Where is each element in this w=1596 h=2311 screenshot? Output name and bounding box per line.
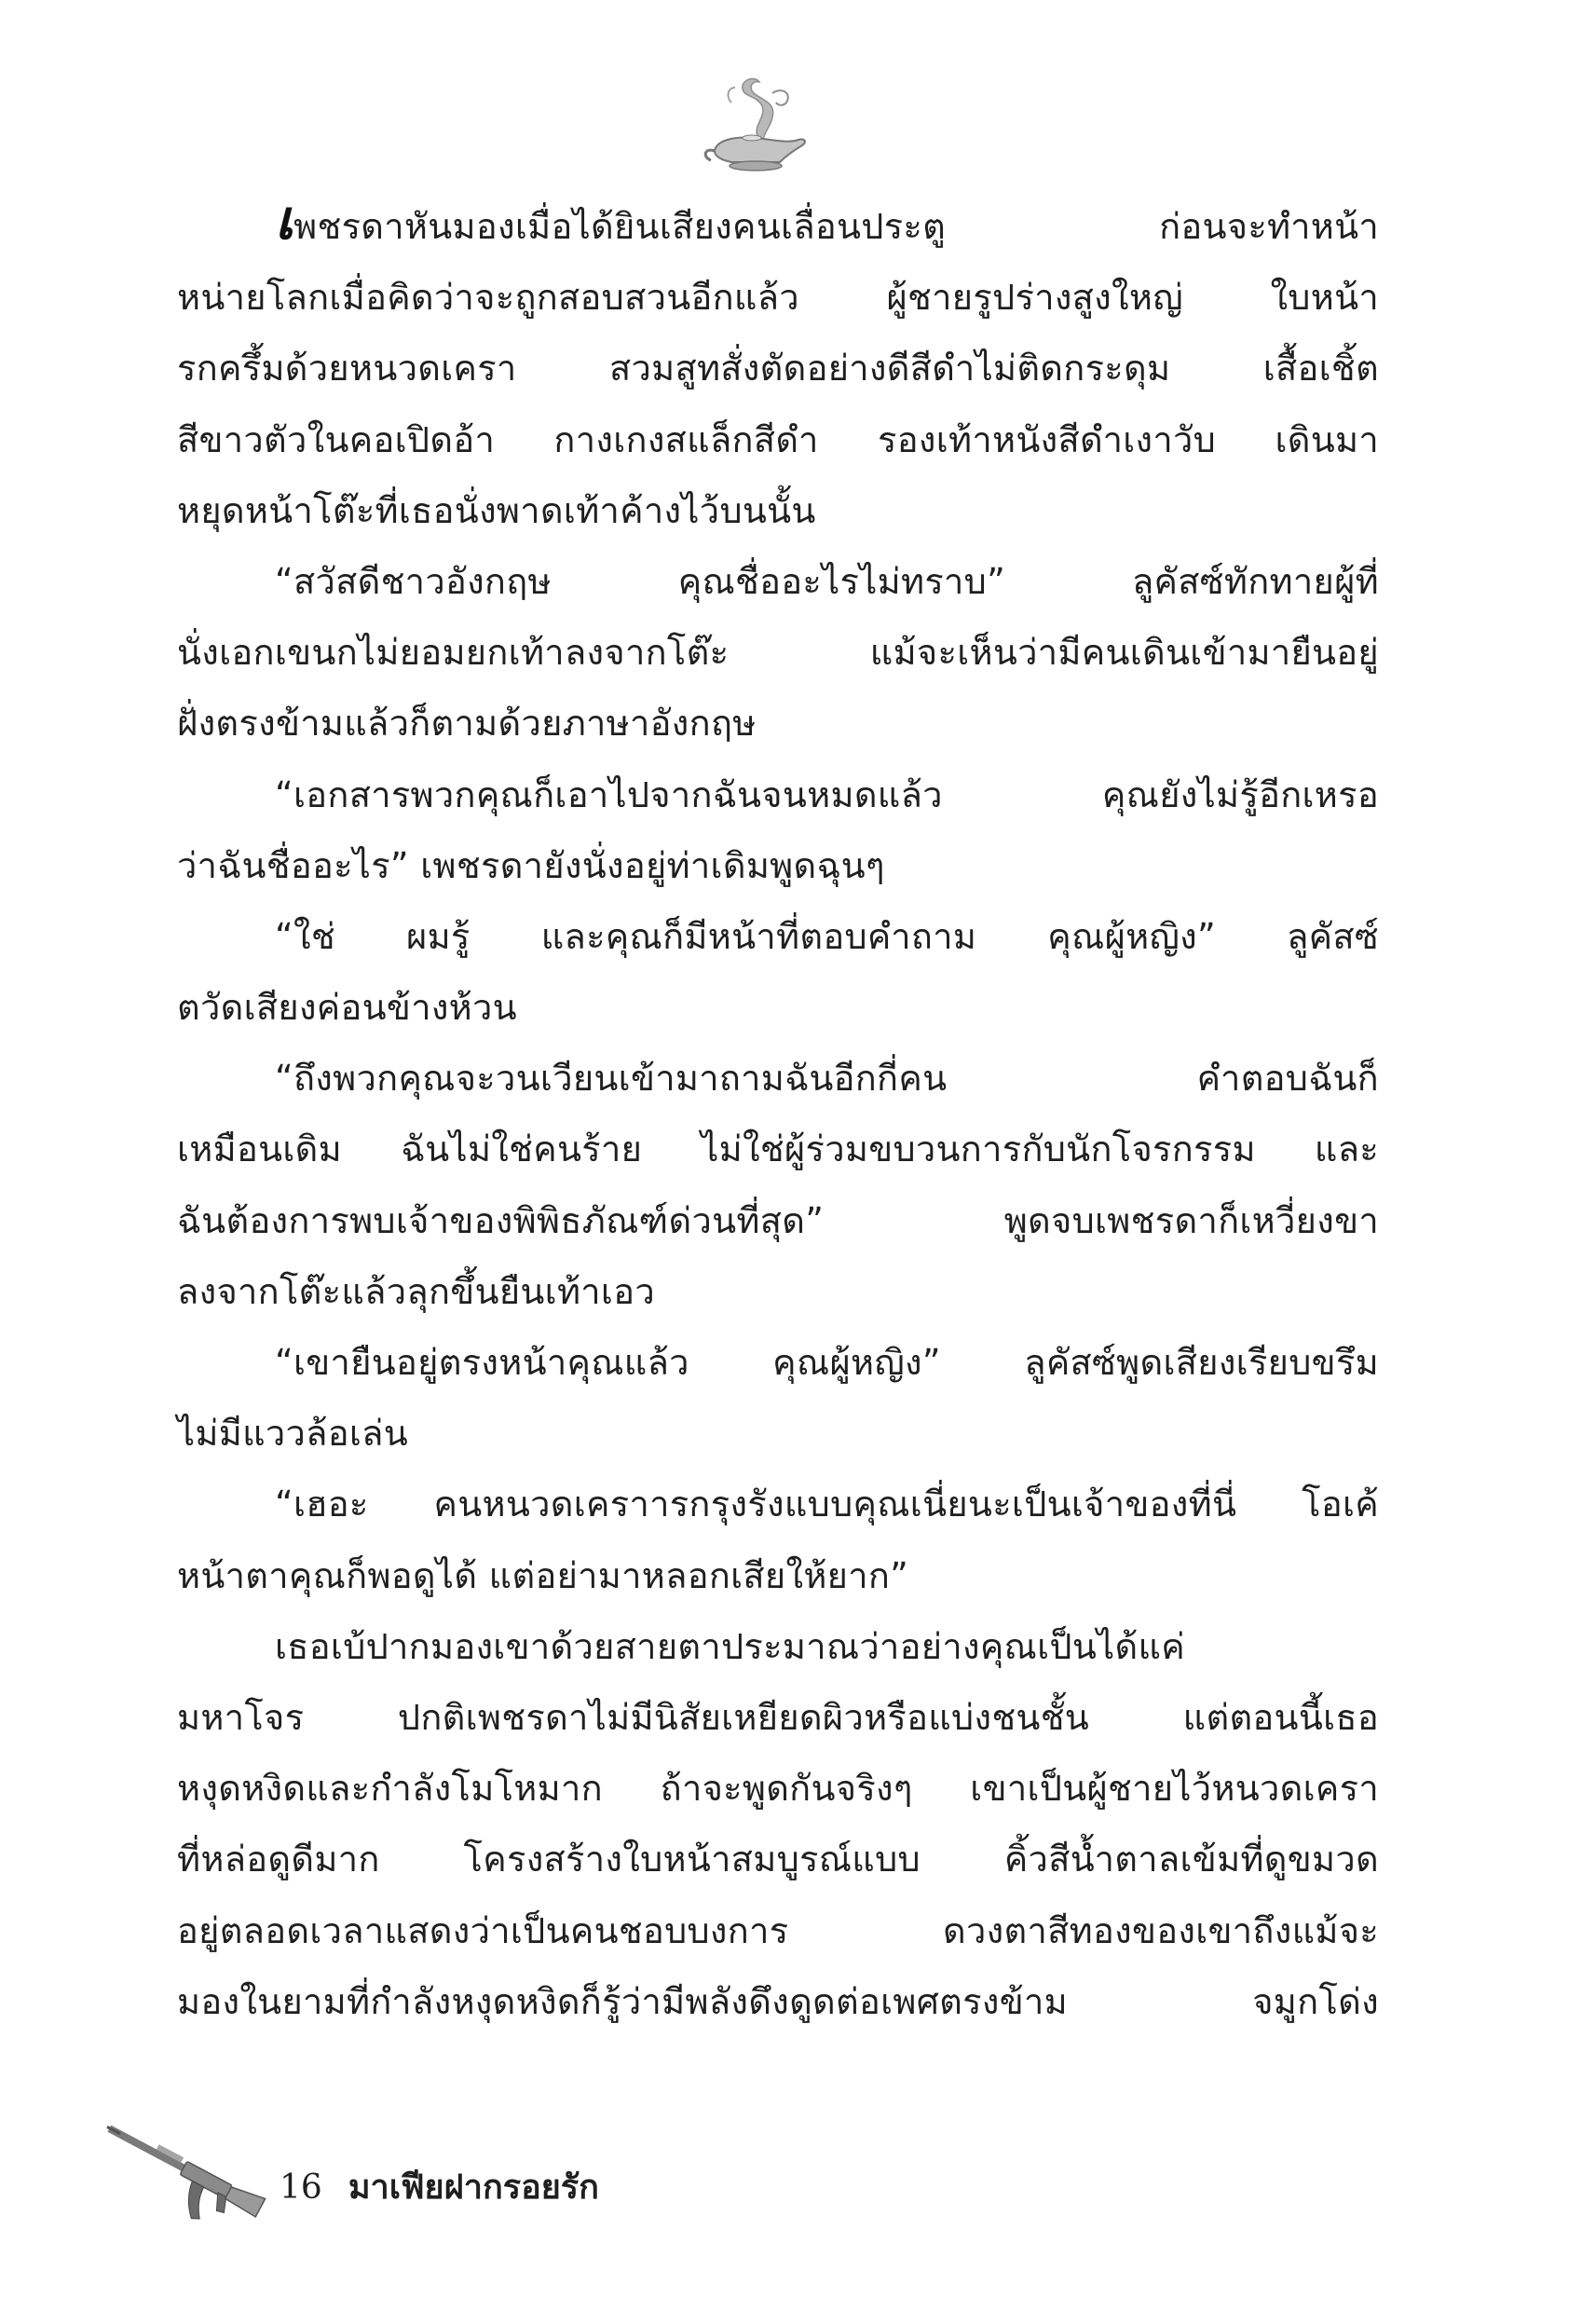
text-line-content: มหาโจร ปกติเพชรดาไม่มีนิสัยเหยียดผิวหรือแบ่งชนชั้น แต่ตอนนี้เธอ xyxy=(177,1696,1379,1738)
dropcap-letter: เ xyxy=(275,188,294,252)
text-line xyxy=(177,262,1379,333)
text-line xyxy=(177,404,1379,475)
body-text xyxy=(177,188,1379,2037)
page-footer xyxy=(280,2167,599,2209)
text-line xyxy=(177,1753,1379,1824)
text-line xyxy=(177,830,1379,901)
text-line-content: “สวัสดีชาวอังกฤษ คุณชื่ออะไรไม่ทราบ” ลูคัสซ์ทักทายผู้ที่ xyxy=(275,560,1379,602)
text-line xyxy=(177,972,1379,1043)
text-line-content: หยุดหน้าโต๊ะที่เธอนั่งพาดเท้าค้างไว้บนนั้น xyxy=(177,489,816,531)
text-line-content: หน่ายโลกเมื่อคิดว่าจะถูกสอบสวนอีกแล้ว ผู้ชายรูปร่างสูงใหญ่ ใบหน้า xyxy=(177,277,1379,319)
text-line-content: ลงจากโต๊ะแล้วลุกขึ้นยืนเท้าเอว xyxy=(177,1270,655,1312)
text-line-content: อยู่ตลอดเวลาแสดงว่าเป็นคนชอบบงการ ดวงตาสีทองของเขาถึงแม้จะ xyxy=(177,1909,1379,1951)
text-line xyxy=(177,1824,1379,1894)
text-line xyxy=(177,1114,1379,1184)
text-line xyxy=(177,901,1379,972)
text-line xyxy=(177,188,1379,262)
page-number: 16 xyxy=(280,2168,322,2207)
text-line-content: “เอกสารพวกคุณก็เอาไปจากฉันจนหมดแล้ว คุณยังไม่รู้อีกเหรอ xyxy=(275,773,1379,815)
text-line-content: ฉันต้องการพบเจ้าของพิพิธภัณฑ์ด่วนที่สุด” พูดจบเพชรดาก็เหวี่ยงขา xyxy=(177,1199,1379,1241)
text-line xyxy=(177,1540,1379,1611)
text-line xyxy=(177,333,1379,403)
text-line-content: ไม่มีแววล้อเล่น xyxy=(177,1413,409,1455)
text-line-content: เธอเบ้ปากมองเขาด้วยสายตาประมาณว่าอย่างคุณเป็นได้แค่ xyxy=(275,1625,1186,1667)
text-line xyxy=(177,1469,1379,1539)
text-line xyxy=(177,1611,1379,1682)
text-line xyxy=(177,617,1379,688)
text-line-content: “ถึงพวกคุณจะวนเวียนเข้ามาถามฉันอีกกี่คน คำตอบฉันก็ xyxy=(275,1058,1379,1100)
text-line xyxy=(177,1185,1379,1256)
text-line-content: “เขายืนอยู่ตรงหน้าคุณแล้ว คุณผู้หญิง” ลูคัสซ์พูดเสียงเรียบขรึม xyxy=(275,1342,1379,1383)
text-line-content: สีขาวตัวในคอเปิดอ้า กางเกงสแล็กสีดำ รองเท้าหนังสีดำเงาวับ เดินมา xyxy=(177,418,1379,460)
text-line-content: รกครึ้มด้วยหนวดเครา สวมสูทสั่งตัดอย่างดีสีดำไม่ติดกระดุม เสื้อเชิ้ต xyxy=(177,348,1379,390)
text-line xyxy=(177,1043,1379,1114)
text-line xyxy=(177,546,1379,617)
text-line xyxy=(177,1682,1379,1753)
text-line-content: “เฮอะ คนหนวดเคราารกรุงรังแบบคุณเนี่ยนะเป็นเจ้าของที่นี่ โอเค้ xyxy=(275,1484,1379,1525)
text-line-content: นั่งเอกเขนกไม่ยอมยกเท้าลงจากโต๊ะ แม้จะเห็นว่ามีคนเดินเข้ามายืนอยู่ xyxy=(177,632,1379,674)
book-title: มาเฟียฝากรอยรัก xyxy=(348,2168,599,2207)
text-line xyxy=(177,1327,1379,1398)
text-line xyxy=(177,1895,1379,1966)
text-line xyxy=(177,1966,1379,2037)
text-line xyxy=(177,475,1379,546)
text-line xyxy=(177,1256,1379,1327)
text-line-content: มองในยามที่กำลังหงุดหงิดก็รู้ว่ามีพลังดึงดูดต่อเพศตรงข้าม จมูกโด่ง xyxy=(177,1980,1379,2022)
text-line-content: หงุดหงิดและกำลังโมโหมาก ถ้าจะพูดกันจริงๆ เขาเป็นผู้ชายไว้หนวดเครา xyxy=(177,1768,1379,1810)
text-line xyxy=(177,688,1379,759)
genie-lamp-icon xyxy=(694,75,815,177)
text-line-content: “ใช่ ผมรู้ และคุณก็มีหน้าที่ตอบคำถาม คุณผู้หญิง” ลูคัสซ์ xyxy=(275,915,1379,957)
text-line xyxy=(177,1398,1379,1469)
text-line-content: เหมือนเดิม ฉันไม่ใช่คนร้าย ไม่ใช่ผู้ร่วมขบวนการกับนักโจรกรรม และ xyxy=(177,1128,1379,1170)
text-line-content: ที่หล่อดูดีมาก โครงสร้างใบหน้าสมบูรณ์แบบ คิ้วสีน้ำตาลเข้มที่ดูขมวด xyxy=(177,1839,1379,1880)
text-line-content: ฝั่งตรงข้ามแล้วก็ตามด้วยภาษาอังกฤษ xyxy=(177,703,757,745)
text-line xyxy=(177,759,1379,830)
text-line-content: ว่าฉันชื่ออะไร” เพชรดายังนั่งอยู่ท่าเดิมพูดฉุนๆ xyxy=(177,844,885,886)
text-line-content: ตวัดเสียงค่อนข้างห้วน xyxy=(177,987,517,1029)
text-line-content: หน้าตาคุณก็พอดูได้ แต่อย่ามาหลอกเสียให้ยาก” xyxy=(177,1554,909,1596)
text-line-content: พชรดาหันมองเมื่อได้ยินเสียงคนเลื่อนประตู ก่อนจะทำหน้า xyxy=(293,206,1379,247)
assault-rifle-icon xyxy=(93,2115,270,2227)
